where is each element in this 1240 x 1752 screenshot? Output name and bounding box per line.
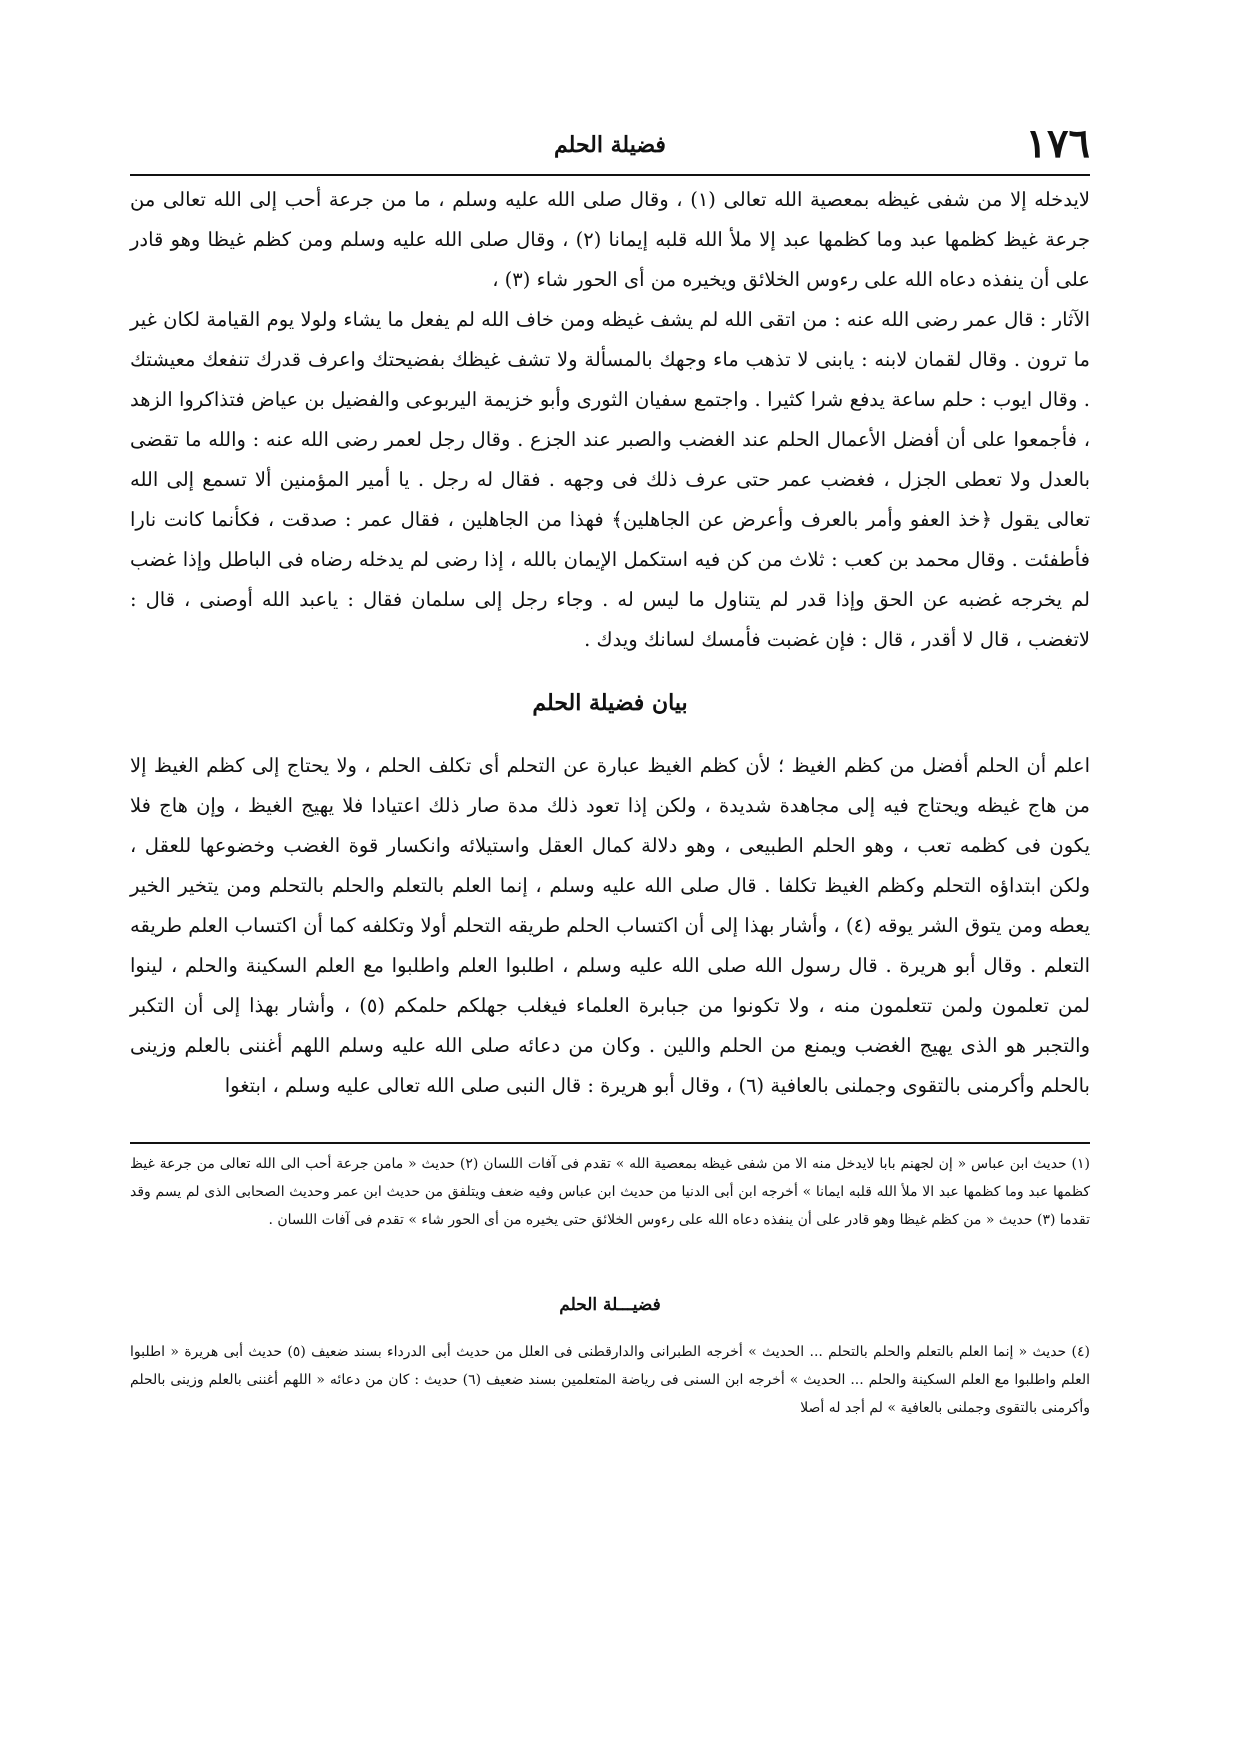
footnotes-group-1: (١) حديث ابن عباس « إن لجهنم بابا لايدخل منه الا من شفى غيظه بمعصية الله » تقدم فى آفات اللسان (٢) حديث « مامن جرعة أحب الى الله تعالى من جرعة غيظ كظمها عبد وما كظمها عبد الا ملأ الله قلبه ايمانا » أخرجه ابن أبى الدنيا من حديث ابن عباس وفيه ضعف ويتلفق من حديث ابن عمر وحديث الصحابى الذى لم يسم وقد تقدما (٣) حديث « من كظم غيظا وهو قادر على أن ينفذه دعاه الله على رءوس الخلائق حتى يخيره من أى الحور شاء » تقدم فى آفات اللسان .: [130, 1156, 1090, 1228]
page-number: ١٧٦: [1025, 120, 1090, 167]
body-paragraph-2: [130, 300, 1090, 660]
paragraph-text: لايدخله إلا من شفى غيظه بمعصية الله تعالى (١) ، وقال صلى الله عليه وسلم ، ما من جرعة أحب إلى الله تعالى من جرعة غيظ كظمها عبد وما كظمها عبد إلا ملأ الله قلبه إيمانا (٢) ، وقال صلى الله عليه وسلم ومن كظم غيظا وهو قادر على أن ينفذه دعاه الله على رءوس الخلائق ويخيره من أى الحور شاء (٣) ،: [130, 188, 1091, 291]
section-heading: بيان فضيلة الحلم: [532, 690, 688, 716]
footnote-rule: [130, 1142, 1090, 1144]
body-paragraph-3: [130, 746, 1090, 1106]
footnotes-group-2: (٤) حديث « إنما العلم بالتعلم والحلم بالتحلم ... الحديث » أخرجه الطبرانى والدارقطنى فى العلل من حديث أبى الدرداء بسند ضعيف (٥) حديث أبى هريرة « اطلبوا العلم واطلبوا مع العلم السكينة والحلم ... الحديث » أخرجه ابن السنى فى رياضة المتعلمين بسند ضعيف (٦) حديث : كان من دعائه « اللهم أغننى بالعلم وزينى بالحلم وأكرمنى بالتقوى وجملنى بالعافية » لم أجد له أصلا: [130, 1344, 1090, 1416]
paragraph-text: الآثار : قال عمر رضى الله عنه : من اتقى الله لم يشف غيظه ومن خاف الله لم يفعل ما يشاء ولولا يوم القيامة لكان غير ما ترون . وقال لقمان لابنه : يابنى لا تذهب ماء وجهك بالمسألة ولا تشف غيظك بفضيحتك واعرف قدرك تنفعك معيشتك . وقال ايوب : حلم ساعة يدفع شرا كثيرا . واجتمع سفيان الثورى وأبو خزيمة اليربوعى والفضيل بن عياض فتذاكروا الزهد ، فأجمعوا على أن أفضل الأعمال الحلم عند الغضب والصبر عند الجزع . وقال رجل لعمر رضى الله عنه : والله ما تقضى بالعدل ولا تعطى الجزل ، فغضب عمر حتى عرف ذلك فى وجهه . فقال له رجل . يا أمير المؤمنين ألا تسمع إلى الله تعالى يقول ﴿خذ العفو وأمر بالعرف وأعرض عن الجاهلين﴾ فهذا من الجاهلين ، فقال عمر : صدقت ، فكأنما كانت نارا فأطفئت . وقال محمد بن كعب : ثلاث من كن فيه استكمل الإيمان بالله ، إذا رضى لم يدخله رضاه فى الباطل وإذا غضب لم يخرجه غضبه عن الحق وإذا قدر لم يتناول ما ليس له . وجاء رجل إلى سلمان فقال : ياعبد الله أوصنى ، قال : لاتغضب ، قال لا أقدر ، قال : فإن غضبت فأمسك لسانك ويدك .: [130, 308, 1090, 651]
body-paragraph-1: [130, 180, 1090, 300]
header-rule: [130, 174, 1090, 176]
paragraph-text: اعلم أن الحلم أفضل من كظم الغيظ ؛ لأن كظم الغيظ عبارة عن التحلم أى تكلف الحلم ، ولا يحتاج إلى كظم الغيظ إلا من هاج غيظه ويحتاج فيه إلى مجاهدة شديدة ، ولكن إذا تعود ذلك مدة صار ذلك اعتيادا فلا يهيج الغيظ ، وإن هاج فلا يكون فى كظمه تعب ، وهو الحلم الطبيعى ، وهو دلالة كمال العقل واستيلائه وانكسار قوة الغضب وخضوعها للعقل ، ولكن ابتداؤه التحلم وكظم الغيظ تكلفا . قال صلى الله عليه وسلم ، إنما العلم بالتعلم والحلم بالتحلم ومن يتخير الخير يعطه ومن يتوق الشر يوقه (٤) ، وأشار بهذا إلى أن اكتساب الحلم طريقه التحلم أولا وتكلفه كما أن اكتساب العلم طريقه التعلم . وقال أبو هريرة . قال رسول الله صلى الله عليه وسلم ، اطلبوا العلم واطلبوا مع العلم السكينة والحلم ، لينوا لمن تعلمون ولمن تتعلمون منه ، ولا تكونوا من جبابرة العلماء فيغلب جهلكم حلمكم (٥) ، وأشار بهذا إلى أن التكبر والتجبر هو الذى يهيج الغضب ويمنع من الحلم واللين . وكان من دعائه صلى الله عليه وسلم اللهم أغننى بالعلم وزينى بالحلم وأكرمنى بالتقوى وجملنى بالعافية (٦) ، وقال أبو هريرة : قال النبى صلى الله تعالى عليه وسلم ، ابتغوا: [130, 754, 1090, 1097]
page-header: [130, 120, 1090, 180]
running-title: فضيلة الحلم: [554, 132, 666, 158]
footnotes-heading: فضيـــلة الحلم: [559, 1295, 661, 1315]
